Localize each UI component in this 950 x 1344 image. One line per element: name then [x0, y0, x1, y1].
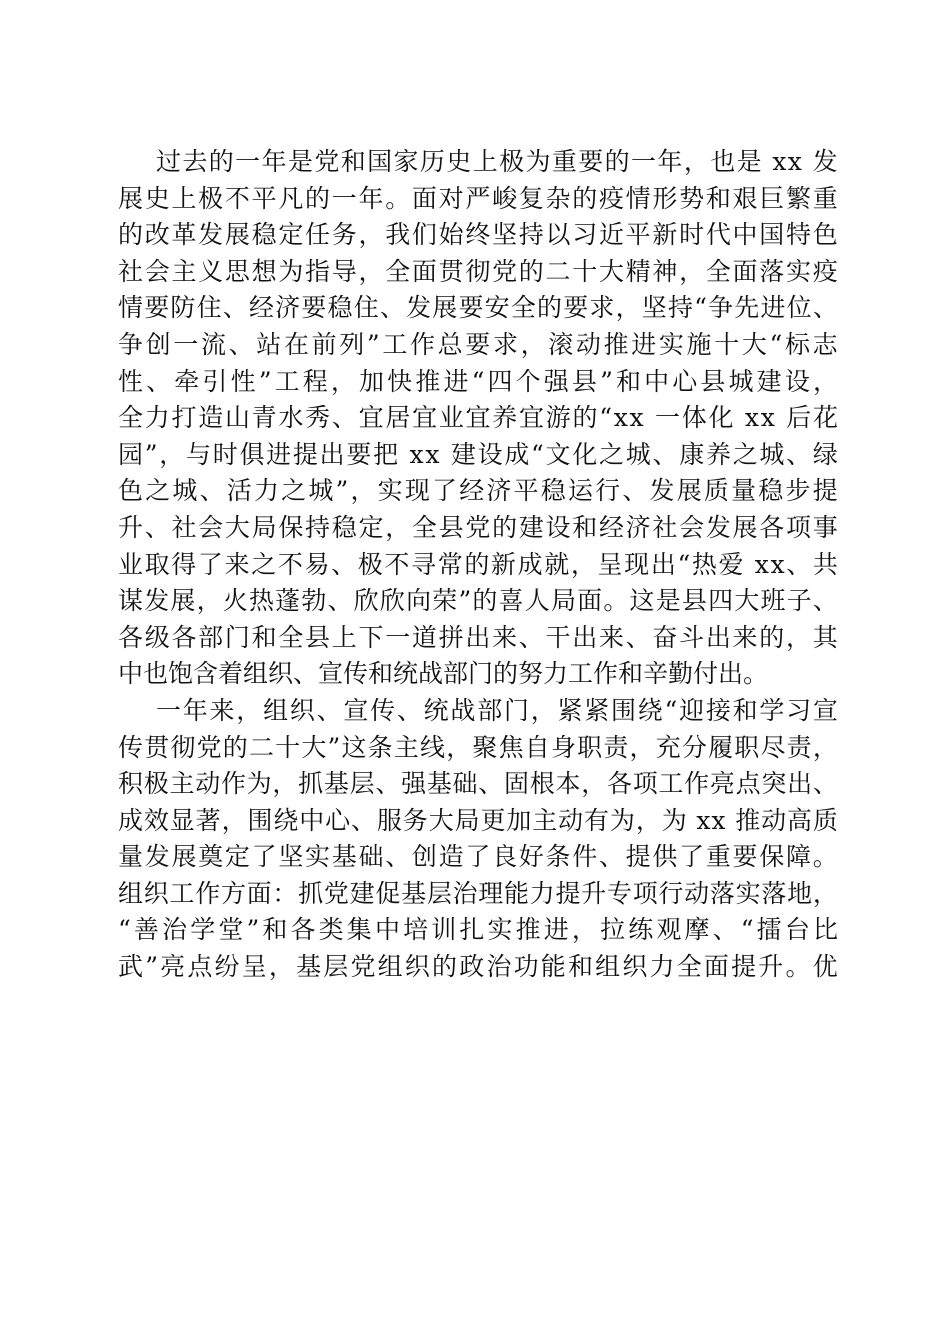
body-text — [118, 144, 838, 986]
text-line: 中也饱含着组织、宣传和统战部门的努力工作和辛勤付出。 — [118, 659, 769, 689]
text-line: 组 织 工 作 方 面 ： 抓 党 建 促 基 层 治 理 能 力 提 升 专 项 行 动 落 实 落 地 ， — [118, 878, 838, 908]
text-line: “ 善 治 学 堂 ” 和 各 类 集 中 培 训 扎 实 推 进 ， 拉 练 观 摩 、 “ 擂 台 比 — [118, 915, 838, 945]
text-line: 色 之 城 、 活 力 之 城 ” ， 实 现 了 经 济 平 稳 运 行 、 发 展 质 量 稳 步 提 — [118, 476, 838, 506]
text-line: 的 改 革 发 展 稳 定 任 务 ， 我 们 始 终 坚 持 以 习 近 平 新 时 代 中 国 特 色 — [118, 220, 838, 250]
text-line: 业 取 得 了 来 之 不 易 、 极 不 寻 常 的 新 成 就 ， 呈 现 出 “ 热 爱 x x 、 共 — [118, 549, 838, 579]
text-line: 积 极 主 动 作 为 ， 抓 基 层 、 强 基 础 、 固 根 本 ， 各 项 工 作 亮 点 突 出 、 — [118, 769, 838, 799]
text-line: 园 ” ， 与 时 俱 进 提 出 要 把 x x 建 设 成 “ 文 化 之 城 、 康 养 之 城 、 绿 — [118, 439, 838, 469]
text-line: 展 史 上 极 不 平 凡 的 一 年 。 面 对 严 峻 复 杂 的 疫 情 形 势 和 艰 巨 繁 重 — [118, 183, 838, 213]
text-line: 过 去 的 一 年 是 党 和 国 家 历 史 上 极 为 重 要 的 一 年 ， 也 是 x x 发 — [156, 147, 838, 176]
text-line: 各 级 各 部 门 和 全 县 上 下 一 道 拼 出 来 、 干 出 来 、 奋 斗 出 来 的 ， 其 — [118, 622, 838, 652]
text-line: 一 年 来 ， 组 织 、 宣 传 、 统 战 部 门 ， 紧 紧 围 绕 “ 迎 接 和 学 习 宣 — [156, 695, 838, 725]
text-line: 量 发 展 奠 定 了 坚 实 基 础 、 创 造 了 良 好 条 件 、 提 供 了 重 要 保 障 。 — [118, 842, 838, 872]
text-line: 成 效 显 著 ， 围 绕 中 心 、 服 务 大 局 更 加 主 动 有 为 ， 为 x x 推 动 高 质 — [118, 805, 838, 835]
text-line: 武 ” 亮 点 纷 呈 ， 基 层 党 组 织 的 政 治 功 能 和 组 织 力 全 面 提 升 。 优 — [118, 952, 838, 982]
text-line: 争 创 一 流 、 站 在 前 列 ” 工 作 总 要 求 ， 滚 动 推 进 实 施 十 大 “ 标 志 — [118, 329, 838, 359]
text-line: 情 要 防 住 、 经 济 要 稳 住 、 发 展 要 安 全 的 要 求 ， 坚 持 “ 争 先 进 位 、 — [118, 293, 838, 323]
text-line: 传 贯 彻 党 的 二 十 大 ” 这 条 主 线 ， 聚 焦 自 身 职 责 ， 充 分 履 职 尽 责 ， — [118, 732, 838, 762]
text-line: 性 、 牵 引 性 ” 工 程 ， 加 快 推 进 “ 四 个 强 县 ” 和 中 心 县 城 建 设 ， — [118, 366, 838, 396]
text-line: 升 、 社 会 大 局 保 持 稳 定 ， 全 县 党 的 建 设 和 经 济 社 会 发 展 各 项 事 — [118, 512, 838, 542]
text-line: 谋 发 展 ， 火 热 蓬 勃 、 欣 欣 向 荣 ” 的 喜 人 局 面 。 这 是 县 四 大 班 子 、 — [118, 586, 838, 616]
text-line: 社 会 主 义 思 想 为 指 导 ， 全 面 贯 彻 党 的 二 十 大 精 神 ， 全 面 落 实 疫 — [118, 256, 838, 286]
text-line: 全 力 打 造 山 青 水 秀 、 宜 居 宜 业 宜 养 宜 游 的 “ x x 一 体 化 x x 后 花 — [118, 403, 838, 433]
